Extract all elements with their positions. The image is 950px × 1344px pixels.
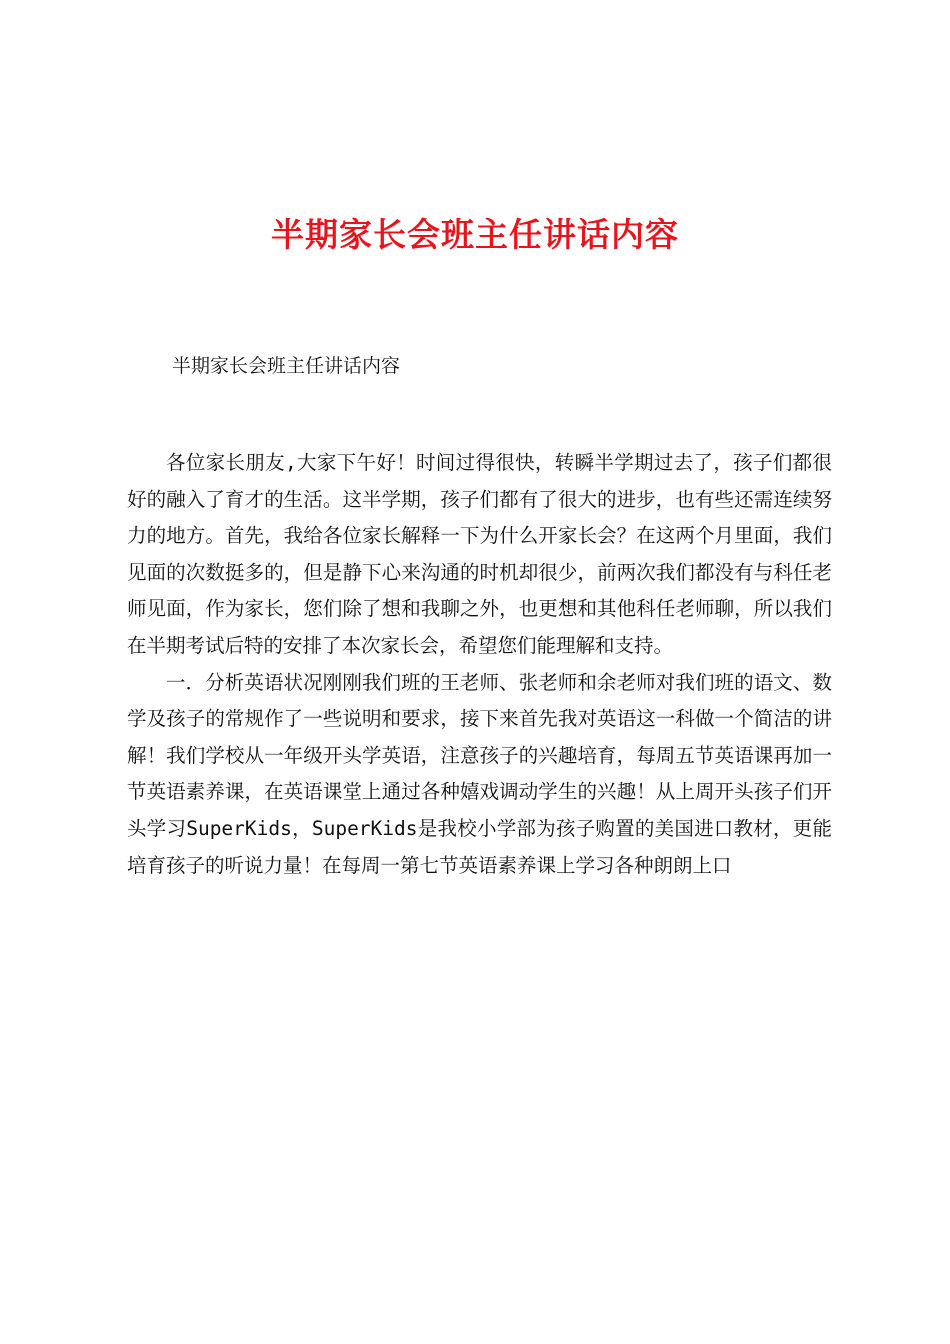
- document-body: [127, 445, 832, 884]
- paragraph-greeting: 各位家长朋友,大家下午好！时间过得很快，转瞬半学期过去了，孩子们都很好的融入了育才的生活。这半学期，孩子们都有了很大的进步，也有些还需连续努力的地方。首先，我给各位家长解释一下为什么开家长会？在这两个月里面，我们见面的次数挺多的，但是静下心来沟通的时机却很少，前两次我们都没有与科任老师见面，作为家长，您们除了想和我聊之外，也更想和其他科任老师聊，所以我们在半期考试后特的安排了本次家长会，希望您们能理解和支持。: [127, 451, 832, 657]
- paragraph-english-analysis: 一．分析英语状况刚刚我们班的王老师、张老师和余老师对我们班的语文、数学及孩子的常规作了一些说明和要求，接下来首先我对英语这一科做一个简洁的讲解！我们学校从一年级开头学英语，注意孩子的兴趣培育，每周五节英语课再加一节英语素养课，在英语课堂上通过各种嬉戏调动学生的兴趣！从上周开头孩子们开头学习SuperKids，SuperKids是我校小学部为孩子购置的美国进口教材，更能培育孩子的听说力量！在每周一第七节英语素养课上学习各种朗朗上口: [127, 670, 832, 877]
- document-title: 半期家长会班主任讲话内容: [271, 215, 679, 254]
- document-subtitle: 半期家长会班主任讲话内容: [172, 355, 401, 377]
